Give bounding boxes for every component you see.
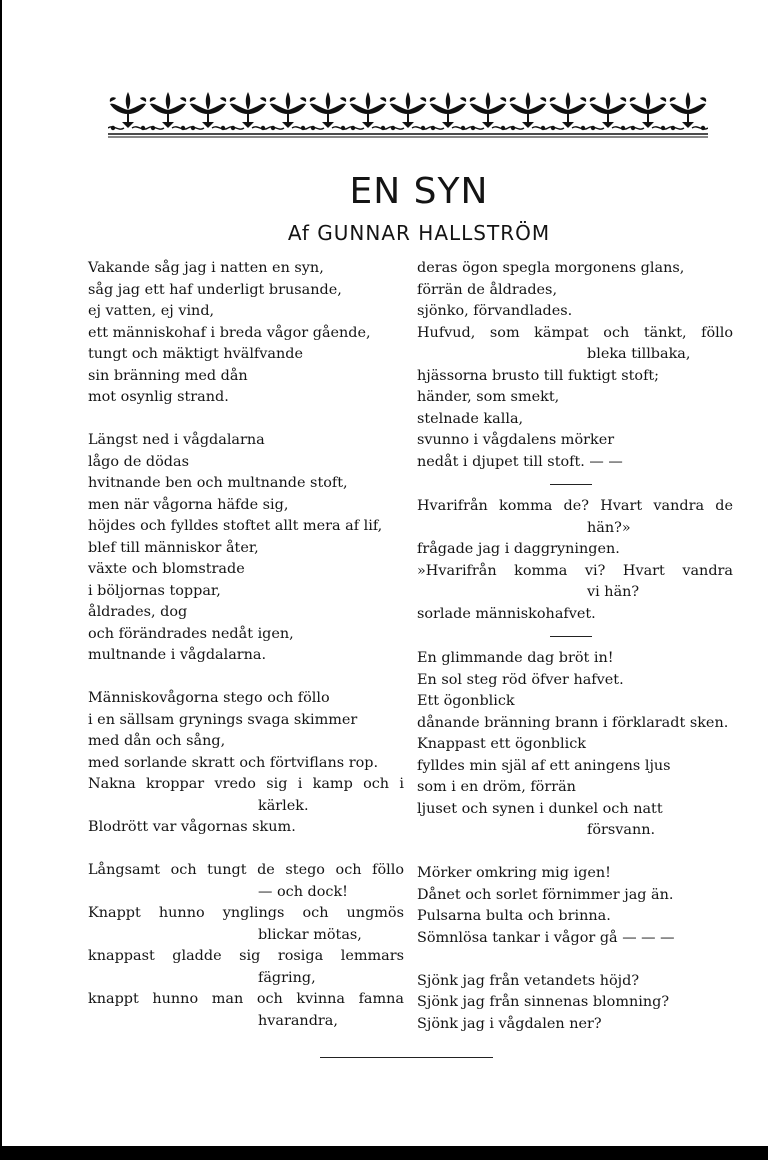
poem-line: Hufvud, som kämpat och tänkt, föllo [417, 324, 733, 341]
poem-line: En sol steg röd öfver hafvet. [417, 671, 624, 688]
poem-line: sjönko, förvandlades. [417, 303, 573, 319]
section-divider [550, 636, 592, 637]
poem-line: sorlade människohafvet. [417, 605, 596, 622]
poem-line: frågade jag i daggryningen. [417, 541, 620, 557]
poem-line: Nakna kroppar vredo sig i kamp och i [88, 776, 404, 792]
poem-line: försvann. [587, 822, 656, 838]
poem-line: med sorlande skratt och förtviflans rop. [88, 754, 379, 771]
stanza-gap [88, 839, 404, 861]
poem-line: deras ögon spegla morgonens glans, [417, 260, 685, 276]
poem-line: i böljornas toppar, [88, 582, 221, 599]
poem-line: stelnade kalla, [417, 410, 524, 427]
fleuron-border-icon [108, 84, 708, 140]
poem-line: händer, som smekt, [417, 389, 560, 405]
poem-line: Sjönk jag från vetandets höjd? [417, 972, 640, 989]
poem-line: hvitnande ben och multnande stoft, [88, 475, 348, 491]
poem-line: Pulsarna bulta och brinna. [417, 908, 611, 924]
poem-line: mot osynlig strand. [88, 389, 229, 405]
section-divider [550, 484, 592, 485]
poem-line: hän?» [587, 519, 631, 536]
poem-line: Hvarifrån komma de? Hvart vandra de [417, 498, 733, 514]
poem-line: ett människohaf i breda vågor gående, [88, 324, 371, 341]
poem-line: lågo de dödas [88, 453, 189, 470]
poem-line: blickar mötas, [258, 926, 362, 943]
poem-line: höjdes och fylldes stoftet allt mera af lif, [88, 518, 383, 534]
poem-line: Långsamt och tungt de stego och föllo [88, 862, 404, 878]
byline-prefix: Af [287, 221, 310, 245]
poem-line: Mörker omkring mig igen! [417, 865, 611, 881]
right-column [417, 258, 733, 1035]
page-title: EN SYN [349, 171, 489, 212]
poem-line: sin bränning med dån [88, 367, 248, 384]
poem-line: växte och blomstrade [88, 561, 245, 577]
poem-line: Sjönk jag från sinnenas blomning? [417, 994, 670, 1010]
poem-line: med dån och sång, [88, 733, 226, 749]
poem-line: En glimmande dag bröt in! [417, 650, 614, 666]
left-column [88, 258, 404, 1032]
poem-line: fägring, [258, 969, 316, 986]
poem-line: Längst ned i vågdalarna [88, 432, 265, 448]
poem-line: Människovågorna stego och föllo [88, 690, 330, 706]
poem-line: såg jag ett haf underligt brusande, [88, 281, 342, 298]
poem-line: Blodrött var vågornas skum. [88, 819, 296, 835]
poem-line: hjässorna brusto till fuktigt stoft; [417, 367, 660, 384]
poem-line: Ett ögonblick [417, 693, 515, 709]
poem-line: tungt och mäktigt hvälfvande [88, 346, 303, 362]
poem-line: vi hän? [587, 584, 640, 600]
poem-line: i en sällsam grynings svaga skimmer [88, 711, 358, 728]
author-name: GUNNAR HALLSTRÖM [317, 221, 551, 245]
poem-line: Sömnlösa tankar i vågor gå — — — [417, 929, 675, 946]
poem-line: ej vatten, ej vind, [88, 303, 215, 319]
stanza-gap [417, 949, 733, 971]
poem-line: Knappast ett ögonblick [417, 736, 587, 752]
poem-line: svunno i vågdalens mörker [417, 432, 615, 448]
poem-line: kärlek. [258, 797, 309, 814]
poem-line: bleka tillbaka, [587, 346, 691, 362]
poem-line: Sjönk jag i vågdalen ner? [417, 1015, 602, 1032]
poem-line: »Hvarifrån komma vi? Hvart vandra [417, 562, 733, 579]
poem-line: dånande bränning brann i förklaradt sken. [417, 714, 729, 731]
poem-line: fylldes min själ af ett aningens ljus [417, 757, 671, 774]
poem-line: Vakande såg jag i natten en syn, [88, 260, 324, 276]
poem-line: ljuset och synen i dunkel och natt [417, 800, 663, 817]
poem-line: nedåt i djupet till stoft. — — [417, 453, 623, 470]
stanza-gap [88, 409, 404, 431]
poem-line: och förändrades nedåt igen, [88, 625, 294, 642]
poem-line: Dånet och sorlet förnimmer jag än. [417, 886, 674, 903]
poem-line: som i en dröm, förrän [417, 779, 576, 795]
poem-line: knappast gladde sig rosiga lemmars [88, 948, 404, 964]
stanza-gap [88, 667, 404, 689]
scan-edge-bottom [0, 1146, 768, 1160]
poem-line: Knappt hunno ynglings och ungmös [88, 905, 404, 921]
poem-line: — och dock! [258, 883, 348, 900]
poem-line: men när vågorna häfde sig, [88, 496, 289, 513]
stanza-gap [417, 842, 733, 864]
poem-line: åldrades, dog [88, 604, 188, 620]
poem-line: hvarandra, [258, 1012, 338, 1029]
poem-line: förrän de åldrades, [417, 281, 558, 298]
byline [0, 221, 768, 245]
poem-line: multnande i vågdalarna. [88, 647, 267, 663]
poem-line: blef till människor åter, [88, 539, 259, 556]
end-rule [320, 1057, 493, 1058]
poem-line: knappt hunno man och kvinna famna [88, 991, 404, 1007]
